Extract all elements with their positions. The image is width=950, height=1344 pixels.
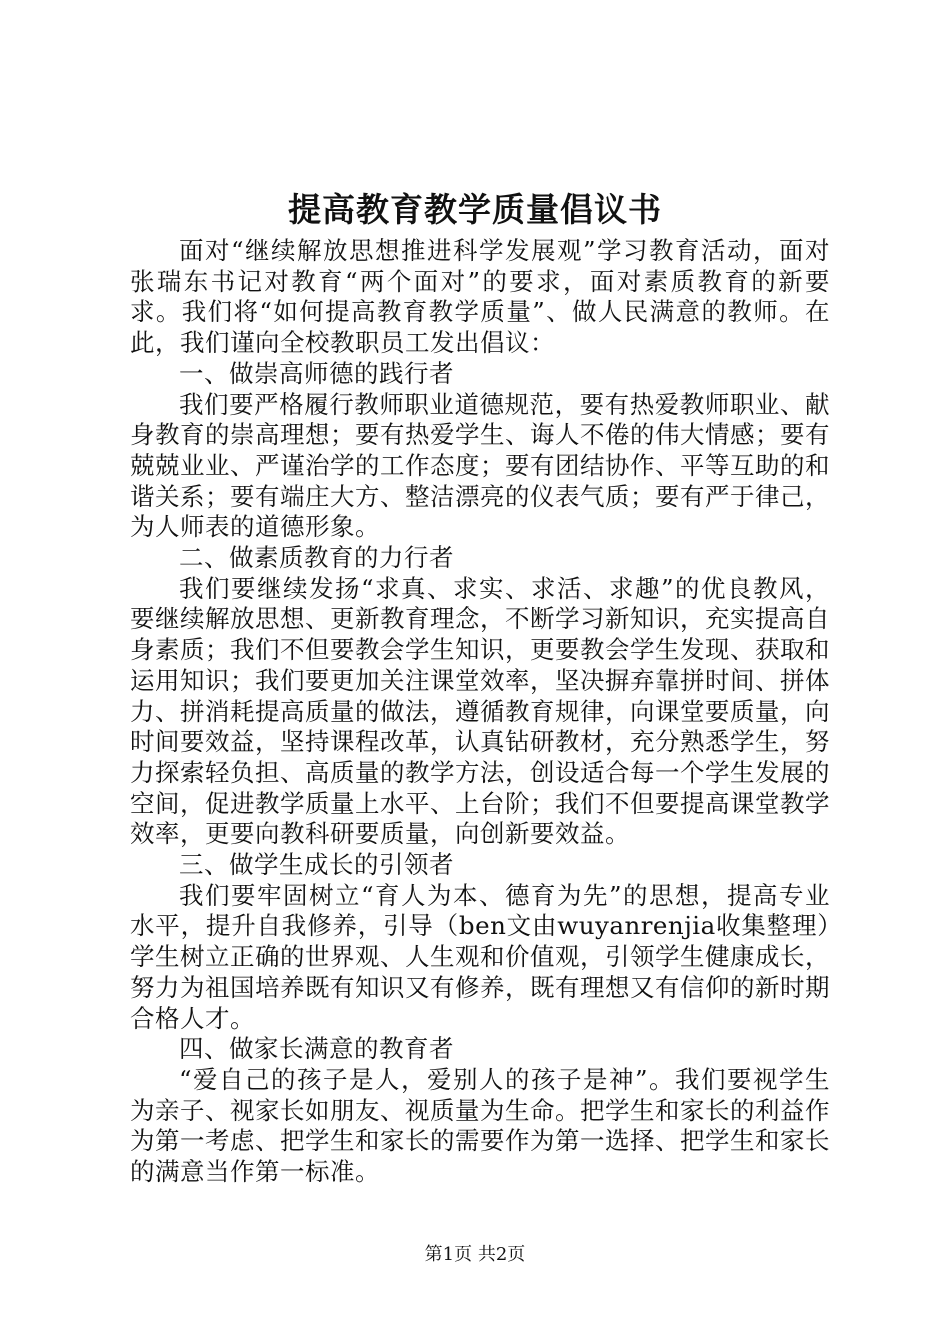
page-footer: 第1页 共2页 <box>424 1244 526 1265</box>
section-body-4: “爱自己的孩子是人，爱别人的孩子是神”。我们要视学生为亲子、视家长如朋友、视质量为生命。把学生和家长的利益作为第一考虑、把学生和家长的需要作为第一选择、把学生和家长的满意当作第一标准。 <box>130 1064 830 1187</box>
section-heading-1: 一、做崇高师德的践行者 <box>179 358 454 388</box>
section-body-2: 我们要继续发扬“求真、求实、求活、求趣”的优良教风，要继续解放思想、更新教育理念，不断学习新知识，充实提高自身素质；我们不但要教会学生知识，更要教会学生发现、获取和运用知识；我们要更加关注课堂效率，坚决摒弃靠拼时间、拼体力、拼消耗提高质量的做法，遵循教育规律，向课堂要质量，向时间要效益，坚持课程改革，认真钻研教材，充分熟悉学生，努力探索轻负担、高质量的教学方法，创设适合每一个学生发展的空间，促进教学质量上水平、上台阶；我们不但要提高课堂教学效率，更要向教科研要质量，向创新要效益。 <box>130 573 830 849</box>
document-title: 提高教育教学质量倡议书 <box>288 190 662 229</box>
section-body-3: 我们要牢固树立“育人为本、德育为先”的思想，提高专业水平，提升自我修养，引导（ben文由wuyanrenjia收集整理）学生树立正确的世界观、人生观和价值观，引领学生健康成长，努力为祖国培养既有知识又有修养，既有理想又有信仰的新时期合格人才。 <box>130 880 830 1033</box>
section-heading-3: 三、做学生成长的引领者 <box>179 850 454 880</box>
section-heading-2: 二、做素质教育的力行者 <box>179 543 454 573</box>
document-body <box>130 236 830 1188</box>
section-body-1: 我们要严格履行教师职业道德规范，要有热爱教师职业、献身教育的崇高理想；要有热爱学生、诲人不倦的伟大情感；要有兢兢业业、严谨治学的工作态度；要有团结协作、平等互助的和谐关系；要有端庄大方、整洁漂亮的仪表气质；要有严于律己，为人师表的道德形象。 <box>130 389 830 542</box>
section-heading-4: 四、做家长满意的教育者 <box>179 1034 454 1064</box>
intro-paragraph: 面对“继续解放思想推进科学发展观”学习教育活动，面对张瑞东书记对教育“两个面对”的要求，面对素质教育的新要求。我们将“如何提高教育教学质量”、做人民满意的教师。在此，我们谨向全校教职员工发出倡议： <box>130 236 830 358</box>
